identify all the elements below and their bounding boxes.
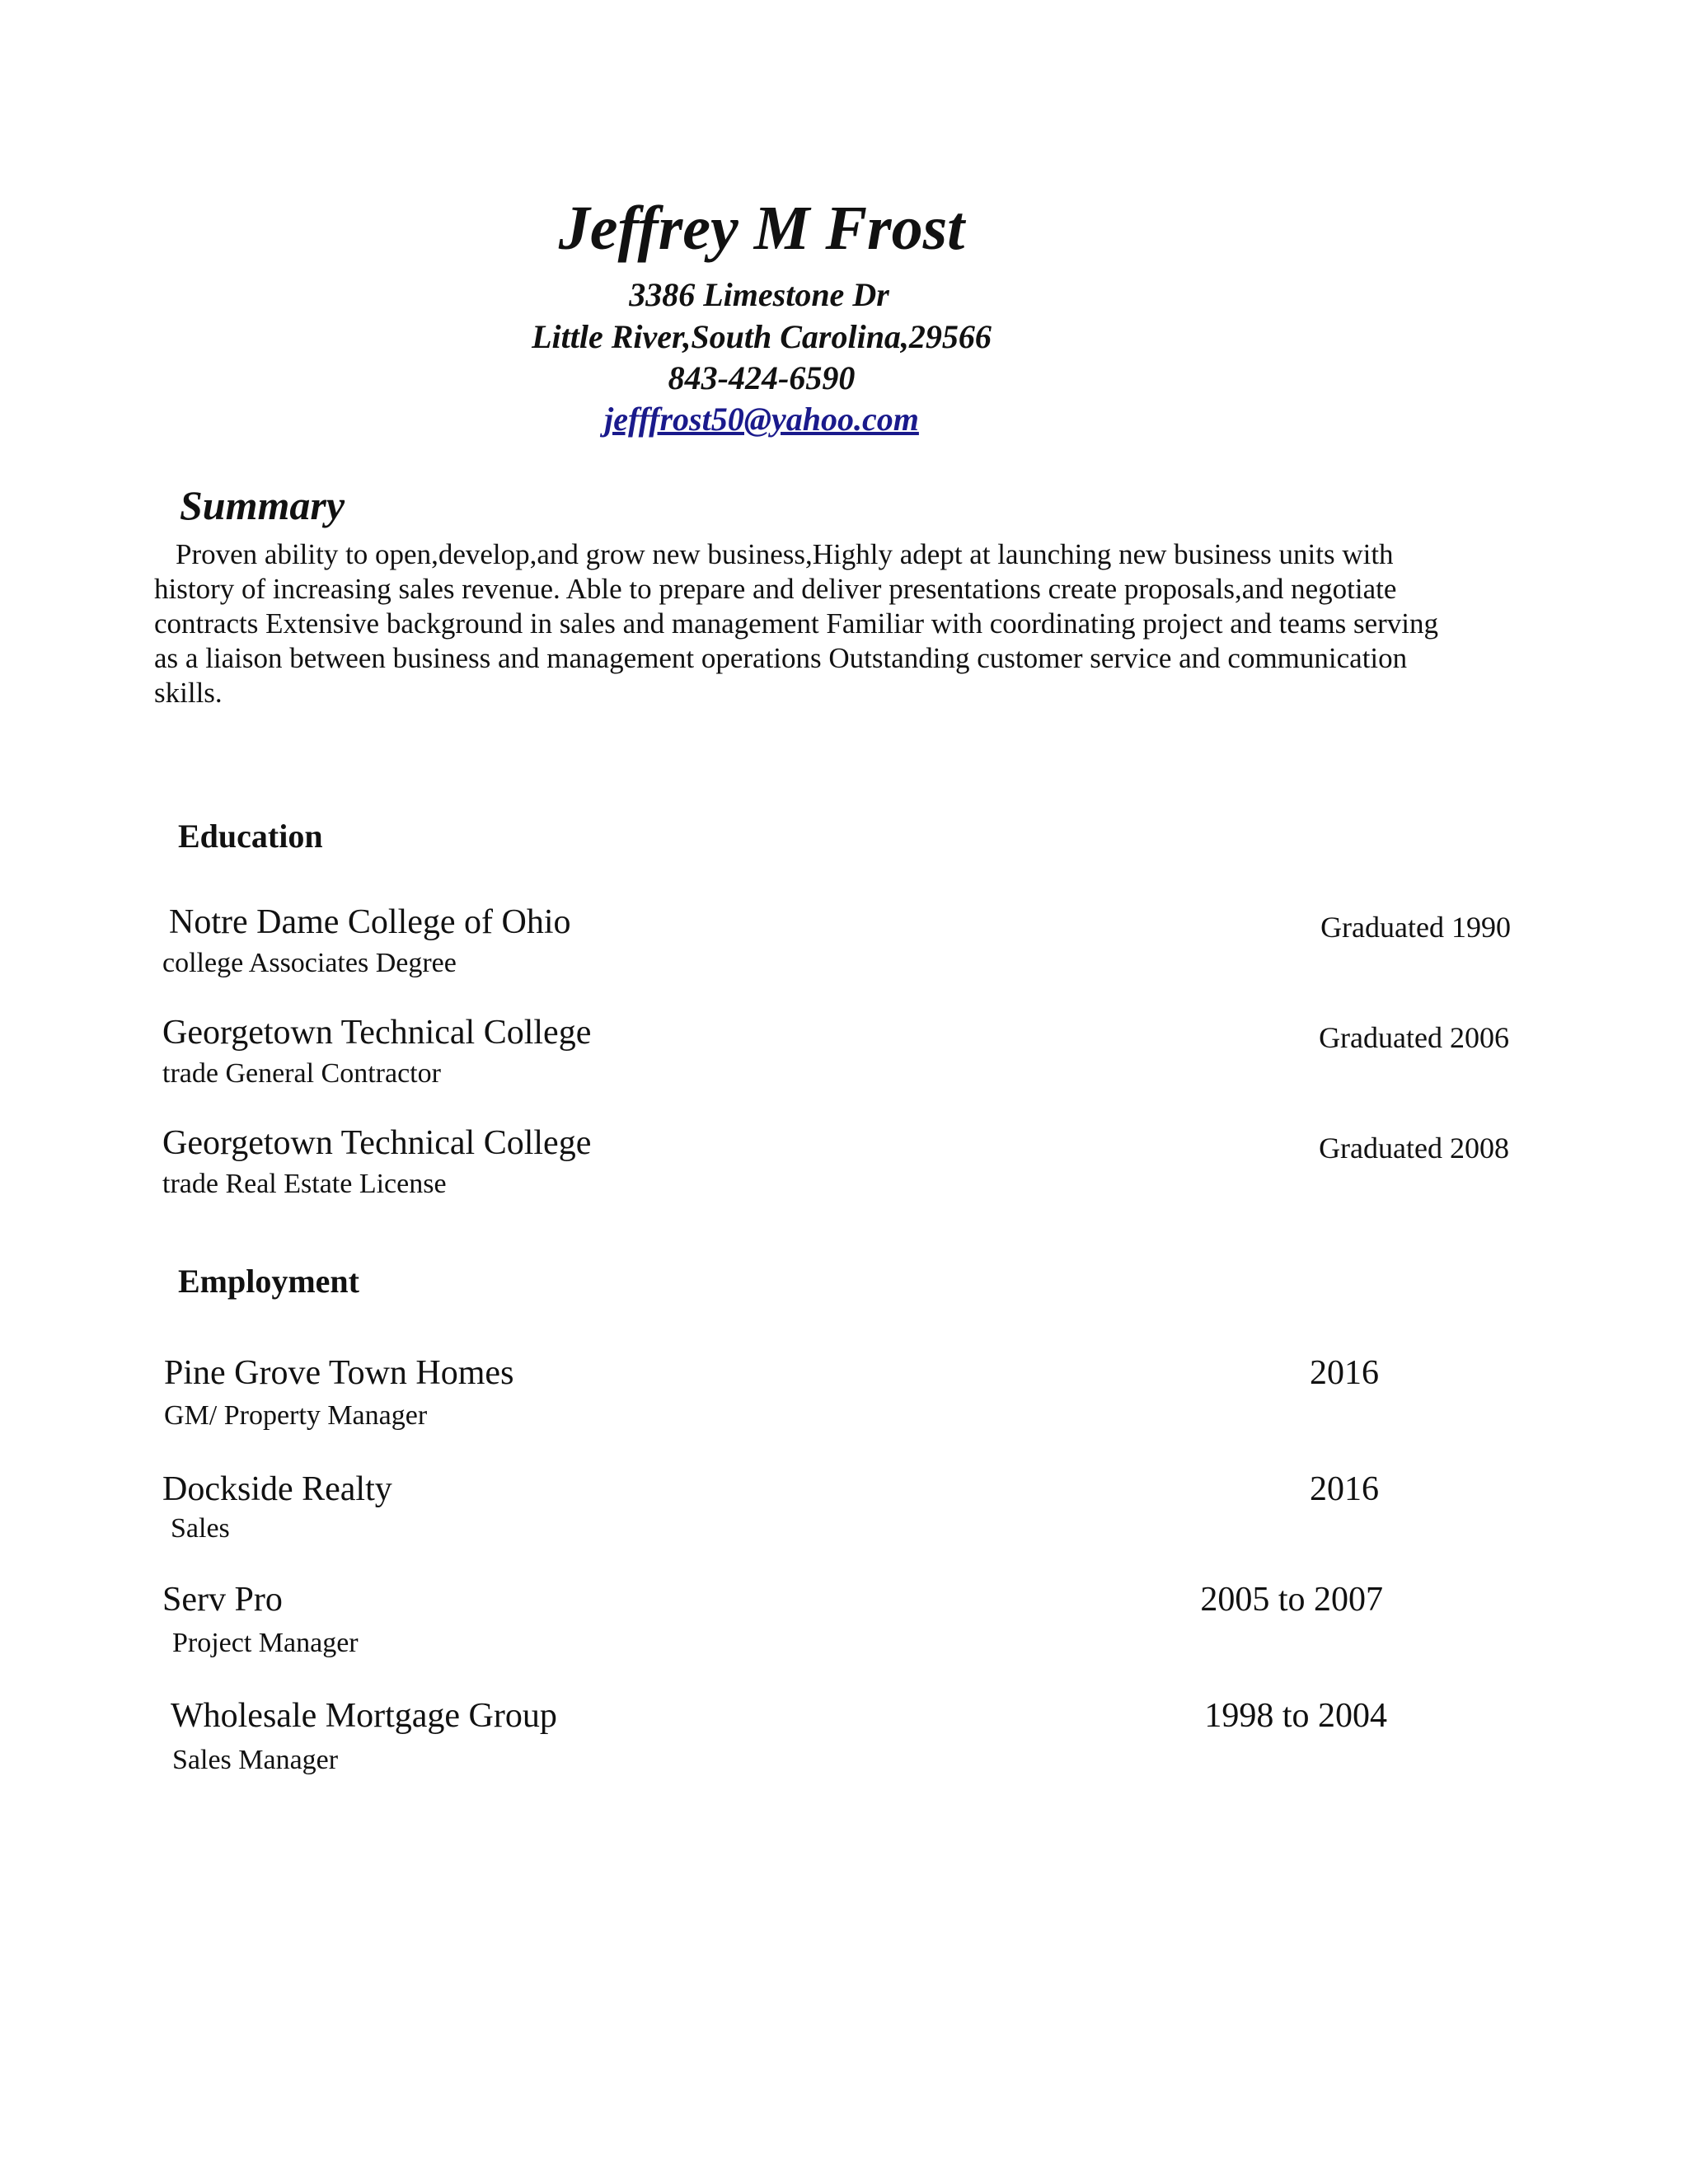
- education-date: Graduated 2006: [1319, 1021, 1509, 1054]
- employment-date: 2005 to 2007: [1200, 1581, 1383, 1619]
- summary-line: contracts Extensive background in sales and management Familiar with coordinating project and teams serving: [154, 607, 1439, 640]
- summary-line: Proven ability to open,develop,and grow new business,Highly adept at launching new business units with: [176, 538, 1394, 570]
- employment-company: Dockside Realty: [162, 1470, 392, 1508]
- summary-line: history of increasing sales revenue. Able to prepare and deliver presentations create proposals,and negotiate: [154, 573, 1397, 605]
- employment-company: Wholesale Mortgage Group: [171, 1697, 557, 1735]
- education-school: Georgetown Technical College: [162, 1124, 592, 1162]
- summary-line: as a liaison between business and management operations Outstanding customer service and communication: [154, 642, 1408, 674]
- employment-date: 1998 to 2004: [1204, 1697, 1387, 1735]
- employment-heading: Employment: [178, 1263, 359, 1300]
- address-line-2: Little River,South Carolina,29566: [532, 318, 992, 355]
- summary-heading: Summary: [180, 482, 345, 528]
- employment-company: Pine Grove Town Homes: [164, 1354, 514, 1392]
- education-detail: college Associates Degree: [162, 948, 457, 978]
- phone-number: 843-424-6590: [668, 359, 856, 396]
- employment-date: 2016: [1310, 1470, 1379, 1508]
- education-school: Georgetown Technical College: [162, 1014, 592, 1052]
- address-line-1: 3386 Limestone Dr: [629, 276, 889, 313]
- education-date: Graduated 2008: [1319, 1132, 1509, 1165]
- employment-date: 2016: [1310, 1354, 1379, 1392]
- education-date: Graduated 1990: [1320, 911, 1511, 944]
- employment-company: Serv Pro: [162, 1581, 283, 1619]
- employment-role: Sales: [171, 1513, 230, 1544]
- education-detail: trade Real Estate License: [162, 1169, 447, 1199]
- employment-role: GM/ Property Manager: [164, 1400, 428, 1431]
- summary-paragraph: [154, 537, 1522, 710]
- education-school: Notre Dame College of Ohio: [169, 903, 571, 941]
- candidate-name: Jeffrey M Frost: [558, 194, 965, 263]
- education-heading: Education: [178, 818, 323, 855]
- employment-role: Project Manager: [172, 1628, 359, 1658]
- email-link[interactable]: jefffrost50@yahoo.com: [604, 401, 919, 438]
- employment-role: Sales Manager: [172, 1745, 339, 1775]
- education-detail: trade General Contractor: [162, 1058, 441, 1089]
- summary-line: skills.: [154, 677, 223, 709]
